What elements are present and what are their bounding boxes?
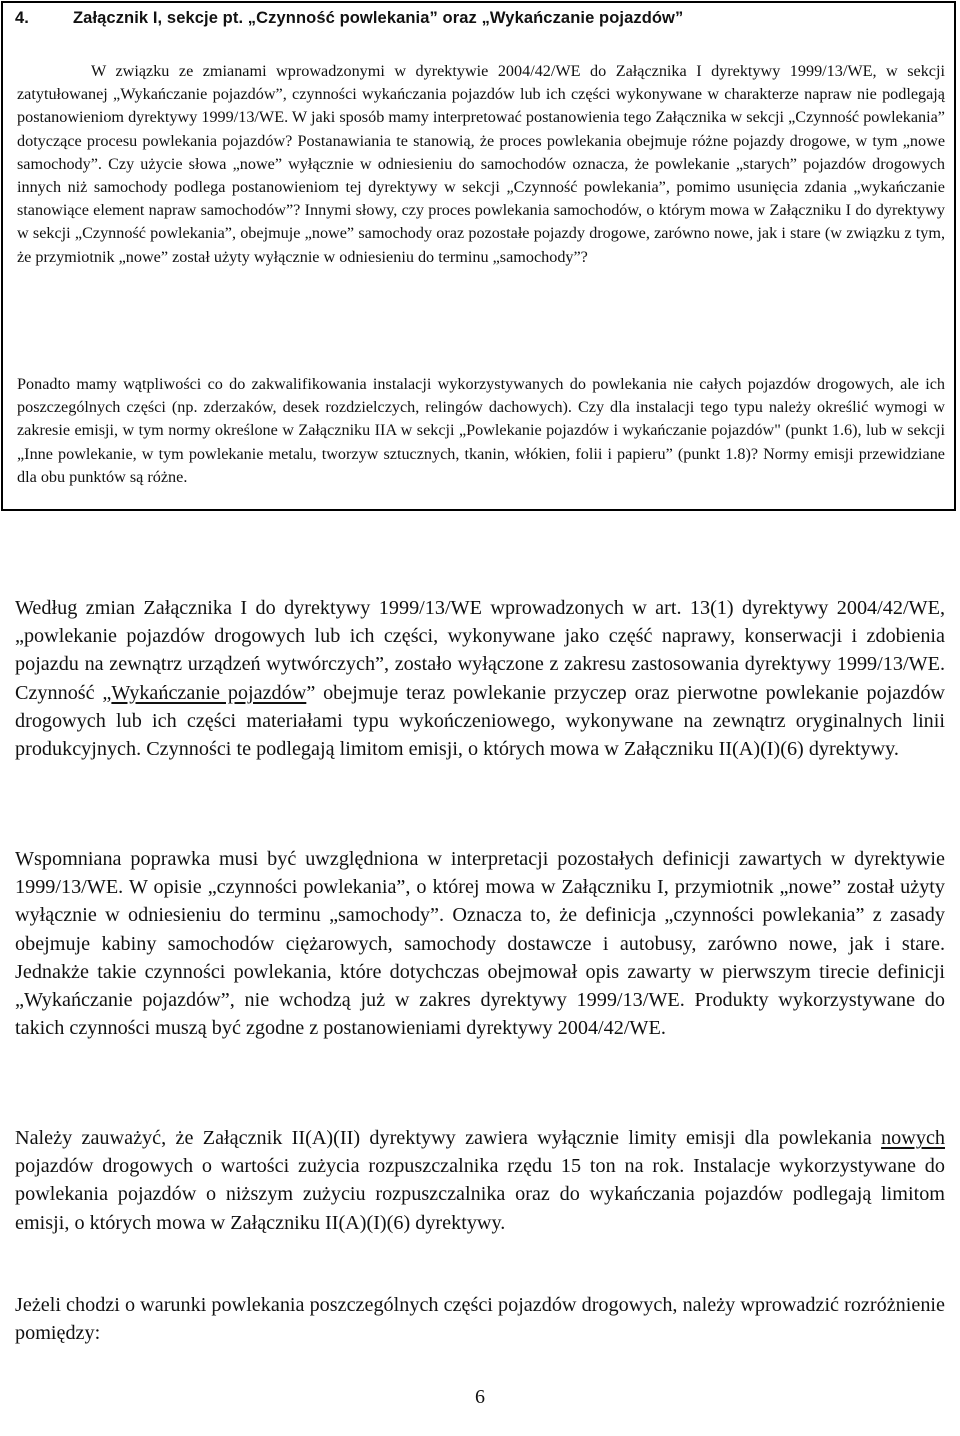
answer-paragraph-1	[15, 594, 945, 763]
answer-p3-text-b: pojazdów drogowych o wartości zużycia rozpuszczalnika rzędu 15 ton na rok. Instalacje wykorzystywane do powlekania pojazdów o niższym zużyciu rozpuszczalnika oraz do wykańczania pojazdów podlegają limitom emisji, o których mowa w Załączniku II(A)(I)(6) dyrektywy.	[15, 1155, 945, 1234]
section-number: 4.	[15, 9, 29, 27]
page-number: 6	[475, 1386, 485, 1408]
answer-paragraph-2: Wspomniana poprawka musi być uwzględniona w interpretacji pozostałych definicji zawartych w dyrektywie 1999/13/WE. W opisie „czynności powlekania”, o której mowa w Załączniku I, przymiotnik „nowe” został użyty wyłącznie w odniesieniu do terminu „samochody”. Oznacza to, że definicja „czynności powlekania” z zasady obejmuje kabiny samochodów ciężarowych, samochody dostawcze i autobusy, zarówno nowe, jak i stare. Jednakże takie czynności powlekania, które dotychczas obejmował opis zawarty w pierwszym tirecie definicji „Wykańczanie pojazdów”, nie wchodzą już w zakres dyrektywy 1999/13/WE. Produkty wykorzystywane do takich czynności muszą być zgodne z postanowieniami dyrektywy 2004/42/WE.	[15, 848, 945, 1040]
answer-p1-underlined: Wykańczanie pojazdów	[111, 681, 307, 704]
answer-p1-text-a: Według zmian Załącznika I do dyrektywy 1999/13/WE wprowadzonych w art. 13(1) dyrektywy 2004/42/WE, „powlekanie pojazdów drogowych lub ich części, wykonywane jako część naprawy, konserwacji i zdobienia pojazdu na zewnątrz urządzeń wytwórczych”, zostało wyłączone z zakresu zastosowania dyrektywy 1999/13/WE. Czynność „	[15, 597, 945, 704]
answer-p3-text-a: Należy zauważyć, że Załącznik II(A)(II) dyrektywy zawiera wyłącznie limity emisji dla powlekania	[15, 1127, 882, 1149]
question-paragraph-2: Ponadto mamy wątpliwości co do zakwalifikowania instalacji wykorzystywanych do powlekania nie całych pojazdów drogowych, ale ich poszczególnych części (np. zderzaków, desek rozdzielczych, relingów dachowych). Czy dla instalacji tego typu należy określić wymogi w zakresie emisji, w tym normy określone w Załączniku IIA w sekcji „Powlekanie pojazdów i wykańczanie pojazdów" (punkt 1.6), lub w sekcji „Inne powlekanie, w tym powlekanie metalu, tworzyw sztucznych, tkanin, włókien, folii i papieru” (punkt 1.8)? Normy emisji przewidziane dla obu punktów są różne.	[17, 375, 945, 486]
answer-p1-text-b: ” obejmuje teraz powlekanie przyczep oraz pierwotne powlekanie pojazdów drogowych lub ich części materiałami typu wykończeniowego, wykonywane na zewnątrz oryginalnych linii produkcyjnych. Czynności te podlegają limitom emisji, o których mowa w Załączniku II(A)(I)(6) dyrektywy.	[15, 681, 945, 761]
section-heading	[15, 9, 683, 28]
answer-paragraph-4: Jeżeli chodzi o warunki powlekania poszczególnych części pojazdów drogowych, należy wprowadzić rozróżnienie pomiędzy:	[15, 1294, 945, 1345]
section-title: Załącznik I, sekcje pt. „Czynność powlekania” oraz „Wykańczanie pojazdów”	[73, 9, 684, 27]
question-paragraph-1: W związku ze zmianami wprowadzonymi w dyrektywie 2004/42/WE do Załącznika I dyrektywy 1999/13/WE, w sekcji zatytułowanej „Wykańczanie pojazdów”, czynności wykańczania pojazdów lub ich części wykonywane w charakterze napraw nie podlegają postanowieniom dyrektywy 1999/13/WE. W jaki sposób mamy interpretować postanowienia tego Załącznika w sekcji „Czynność powlekania” dotyczące procesu powlekania pojazdów? Postanawiania te stanowią, że proces powlekania obejmuje różne pojazdy drogowe, w tym „nowe samochody”. Czy użycie słowa „nowe” wyłącznie w odniesieniu do samochodów oznacza, że powlekanie „starych” pojazdów drogowych innych niż samochody podlega postanowieniom tej dyrektywy w sekcji „Czynność powlekania”, pomimo usunięcia zdania „wykańczanie stanowiące element napraw samochodów”? Innymi słowy, czy proces powlekania samochodów, o którym mowa w Załączniku I do dyrektywy w sekcji „Czynność powlekania”, obejmuje „nowe” samochody oraz pozostałe pojazdy drogowe, zarówno nowe, jak i stare (w związku z tym, że przymiotnik „nowe” został użyty wyłącznie w odniesieniu do terminu „samochody”?	[17, 62, 945, 266]
answer-paragraph-3	[15, 1124, 945, 1237]
answer-p3-underlined: nowych	[881, 1127, 945, 1149]
question-box	[1, 1, 956, 511]
